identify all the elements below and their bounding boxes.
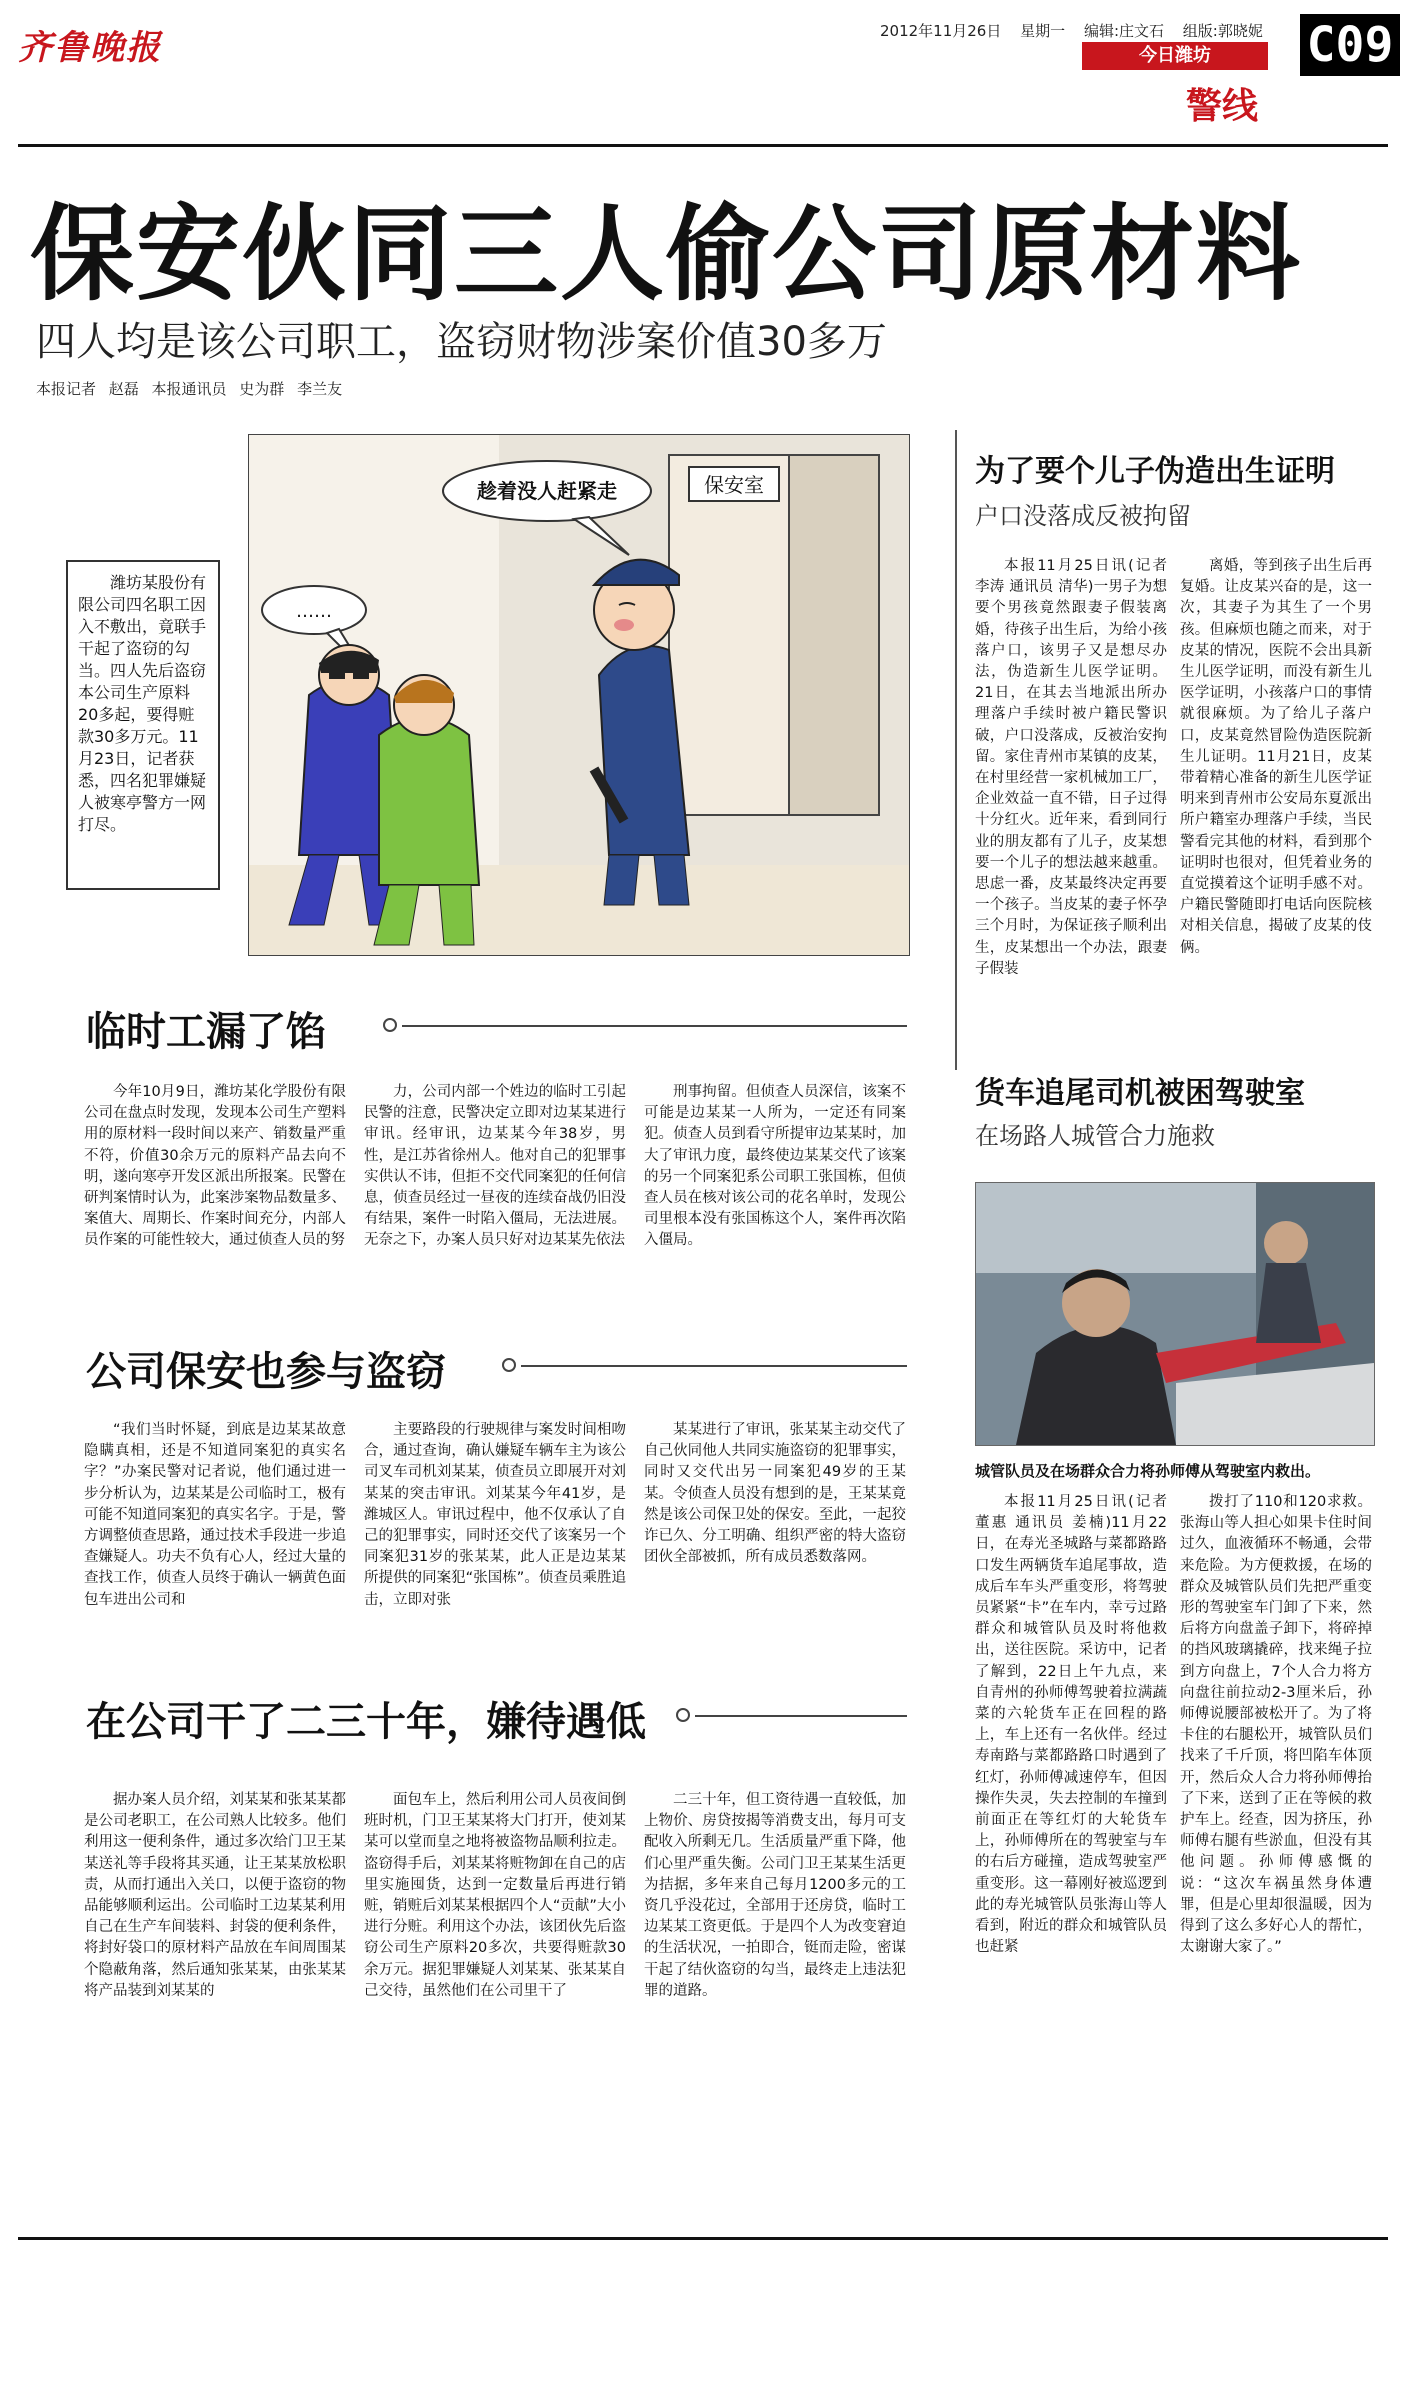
section-title-2: 公司保安也参与盗窃 (86, 1348, 446, 1395)
cartoon-illustration (248, 434, 910, 956)
right-article-2-subtitle: 在场路人城管合力施救 (975, 1122, 1215, 1150)
section-ring-icon (383, 1018, 397, 1032)
thief-speech-text: …… (296, 601, 332, 622)
editor-credit: 编辑:庄文石 (1083, 22, 1164, 40)
right-article-1-column-2: 离婚，等到孩子出生后再复婚。让皮某兴奋的是，这一次，其妻子为其生了一个男孩。但麻烦也随之而来，对于皮某的情况，医院不会出具新生儿医学证明，而没有新生儿医学证明，小孩落户口的事情就很麻烦。为了给儿子落户口，皮某竟然冒险伪造医院新生儿证明。11月21日，皮某带着精心准备的新生儿医学证明来到青州市公安局东夏派出所户籍室办理落户手续，当民警看完其他的材料，看到那个证明时也很对，但凭着业务的直觉摸着这个证明手感不对。户籍民警随即打电话向医院核对相关信息，揭破了皮某的伎俩。 (1180, 558, 1372, 956)
section-2-column-2: 主要路段的行驶规律与案发时间相吻合，通过查询，确认嫌疑车辆车主为该公司叉车司机刘某某，侦查员立即展开对刘某某的突击审讯。刘某某今年41岁，是潍城区人。审讯过程中，他不仅承认了自己的犯罪事实，同时还交代了该案另一个同案犯31岁的张某某，此人正是边某某所提供的同案犯“张国栋”。侦查员乘胜追击，立即对张 (364, 1422, 626, 1608)
section-1-column-1: 今年10月9日，潍坊某化学股份有限公司在盘点时发现，发现本公司生产塑料用的原材料一段时间以来产、销数量严重不符，价值30余万元的原料产品去向不明，遂向寒亭开发区派出所报案。民警在研判案情时认为，此案涉案物品数量多、案值大、周期长、作案时间充分，内部人员作案的可能性较大，通过侦查人员的努 (84, 1084, 346, 1249)
section-3-column-2: 面包车上，然后利用公司人员夜间倒班时机，门卫王某某将大门打开，使刘某某可以堂而皇之地将被盗物品顺利拉走。盗窃得手后，刘某某将赃物卸在自己的店里实施囤货，达到一定数量后再进行销赃，销赃后刘某某根据四个人“贡献”大小进行分赃。利用这个办法，该团伙先后盗窃公司生产原料20多次，共要得赃款30余万元。据犯罪嫌疑人刘某某、张某某自己交待，虽然他们在公司里干了 (364, 1792, 626, 1999)
cartoon-drawing (249, 435, 909, 955)
section-tab: 今日潍坊 (1082, 42, 1268, 70)
cartoon-caption: 潍坊某股份有限公司四名职工因入不敷出，竟联手干起了盗窃的勾当。四人先后盗窃本公司生产原料20多起，要得赃款30多万元。11月23日，记者获悉，四名犯罪嫌疑人被寒亭警方一网打尽。 (66, 560, 220, 890)
section-name: 警线 (1186, 86, 1259, 127)
section-2-column-3: 某某进行了审讯，张某某主动交代了自己伙同他人共同实施盗窃的犯罪事实，同时又交代出另一同案犯49岁的王某某。令侦查人员没有想到的是，王某某竟然是该公司保卫处的保安。至此，一起狡诈已久、分工明确、组织严密的特大盗窃团伙全部被抓，所有成员悉数落网。 (644, 1422, 906, 1566)
page-number: C09 (1300, 14, 1400, 76)
section-rule (521, 1365, 907, 1367)
layout-credit: 组版:郭晓妮 (1182, 22, 1263, 40)
section-ring-icon (676, 1708, 690, 1722)
newspaper-logo: 齐鲁晚报 (18, 28, 162, 68)
header-meta (880, 20, 1277, 41)
section-title-3: 在公司干了二三十年，嫌待遇低 (86, 1698, 646, 1745)
guardroom-sign-text: 保安室 (704, 473, 764, 497)
column-divider (955, 430, 957, 1070)
issue-date: 2012年11月26日 (880, 22, 1002, 40)
section-ring-icon (502, 1358, 516, 1372)
right-article-1-column-1: 本报11月25日讯(记者 李涛 通讯员 清华)一男子为想要个男孩竟然跟妻子假装离婚，待孩子出生后，为给小孩落户口，该男子又是想尽办法，伪造新生儿医学证明。21日，在其去当地派出所办理落户手续时被户籍民警识破，户口没落成，反被治安拘留。家住青州市某镇的皮某，在村里经营一家机械加工厂，企业效益一直不错，日子过得十分红火。近年来，看到同行业的朋友都有了儿子，皮某想要一个儿子的想法越来越重。思虑一番，皮某最终决定再要一个孩子。当皮某的妻子怀孕三个月时，为保证孩子顺利出生，皮某想出一个办法，跟妻子假装 (975, 558, 1167, 977)
main-byline: 本报记者 赵磊 本报通讯员 史为群 李兰友 (36, 380, 343, 398)
main-headline: 保安伙同三人偷公司原材料 (30, 192, 1303, 315)
section-3-column-1: 据办案人员介绍，刘某某和张某某都是公司老职工，在公司熟人比较多。他们利用这一便利条件，通过多次给门卫王某某送礼等手段将其买通，让王某某放松职责，从而打通出入关口，以便于盗窃的物品能够顺利运出。公司临时工边某某利用自己在生产车间装料、封袋的便利条件，将封好袋口的原材料产品放在车间周围某个隐蔽角落，然后通知张某某，由张某某将产品装到刘某某的 (84, 1792, 346, 1999)
right-article-2-column-1: 本报11月25日讯(记者 董惠 通讯员 姜楠)11月22日，在寿光圣城路与菜都路路口发生两辆货车追尾事故，造成后车车头严重变形，将驾驶员紧紧“卡”在车内，幸亏过路群众和城管队员及时将他救出，送往医院。采访中，记者了解到，22日上午九点，来自青州的孙师傅驾驶着拉满蔬菜的六轮货车正在回程的路上，车上还有一名伙伴。经过寿南路与菜都路路口时遇到了红灯，孙师傅减速停车，但因操作失灵，失去控制的车撞到前面正在等红灯的大轮货车上，孙师傅所在的驾驶室与车的右后方碰撞，造成驾驶室严重变形。这一幕刚好被巡逻到此的寿光城管队员张海山等人看到，附近的群众和城管队员也赶紧 (975, 1494, 1167, 1956)
section-1-column-2: 力，公司内部一个姓边的临时工引起民警的注意，民警决定立即对边某某进行审讯。经审讯，边某某今年38岁，男性，是江苏省徐州人。他对自己的犯罪事实供认不讳，但拒不交代同案犯的任何信息，侦查员经过一昼夜的连续奋战仍旧没有结果，案件一时陷入僵局，无法进展。无奈之下，办案人员只好对边某某先依法 (364, 1084, 626, 1249)
rescue-photo-image (976, 1183, 1374, 1445)
rescue-photo (975, 1182, 1375, 1446)
main-subheadline: 四人均是该公司职工，盗窃财物涉案价值30多万 (36, 319, 887, 365)
right-article-2-title: 货车追尾司机被困驾驶室 (975, 1076, 1305, 1111)
section-title-1: 临时工漏了馅 (86, 1008, 326, 1055)
issue-weekday: 星期一 (1020, 22, 1066, 40)
section-2-column-1: “我们当时怀疑，到底是边某某故意隐瞒真相，还是不知道同案犯的真实名字？”办案民警对记者说，他们通过进一步分析认为，边某某是公司临时工，极有可能不知道同案犯的真实名字。于是，警方调整侦查思路，通过技术手段进一步追查嫌疑人。功夫不负有心人，经过大量的查找工作，侦查人员终于确认一辆黄色面包车进出公司和 (84, 1422, 346, 1608)
guard-speech-text: 趁着没人赶紧走 (477, 479, 617, 503)
section-1-column-3: 刑事拘留。但侦查人员深信，该案不可能是边某某一人所为，一定还有同案犯。侦查人员到看守所提审边某某时，加大了审讯力度，最终使边某某交代了该案的另一个同案犯系公司职工张国栋，但侦查人员在核对该公司的花名单时，发现公司里根本没有张国栋这个人，案件再次陷入僵局。 (644, 1084, 906, 1249)
section-rule (695, 1715, 907, 1717)
right-article-1-subtitle: 户口没落成反被拘留 (975, 502, 1191, 530)
section-rule (402, 1025, 907, 1027)
right-article-2-column-2: 拨打了110和120求救。张海山等人担心如果卡住时间过久，血液循环不畅通，会带来危险。为方便救援，在场的群众及城管队员们先把严重变形的驾驶室车门卸了下来，然后将方向盘盖子卸下，将碎掉的挡风玻璃撬碎，找来绳子拉到方向盘上，7个人合力将方向盘往前拉动2-3厘米后，孙师傅说腰部被松开了。为了将卡住的右腿松开，城管队员们找来了千斤顶，将凹陷车体顶开，然后众人合力将孙师傅抬了下来，送到了正在等候的救护车上。经查，因为挤压，孙师傅右腿有些淤血，但没有其他问题。孙师傅感慨的说：“这次车祸虽然身体遭罪，但是心里却很温暖，因为得到了这么多好心人的帮忙，太谢谢大家了。” (1180, 1494, 1372, 1956)
right-article-1-title: 为了要个儿子伪造出生证明 (975, 454, 1335, 489)
photo-caption: 城管队员及在场群众合力将孙师傅从驾驶室内救出。 (975, 1462, 1321, 1480)
section-3-column-3: 二三十年，但工资待遇一直较低，加上物价、房贷按揭等消费支出，每月可支配收入所剩无几。生活质量严重下降，他们心里严重失衡。公司门卫王某某生活更为拮据，多年来自己每月1200多元的工资几乎没花过，全部用于还房贷，临时工边某某工资更低。于是四个人为改变窘迫的生活状况，一拍即合，铤而走险，密谋干起了结伙盗窃的勾当，最终走上违法犯罪的道路。 (644, 1792, 906, 1999)
